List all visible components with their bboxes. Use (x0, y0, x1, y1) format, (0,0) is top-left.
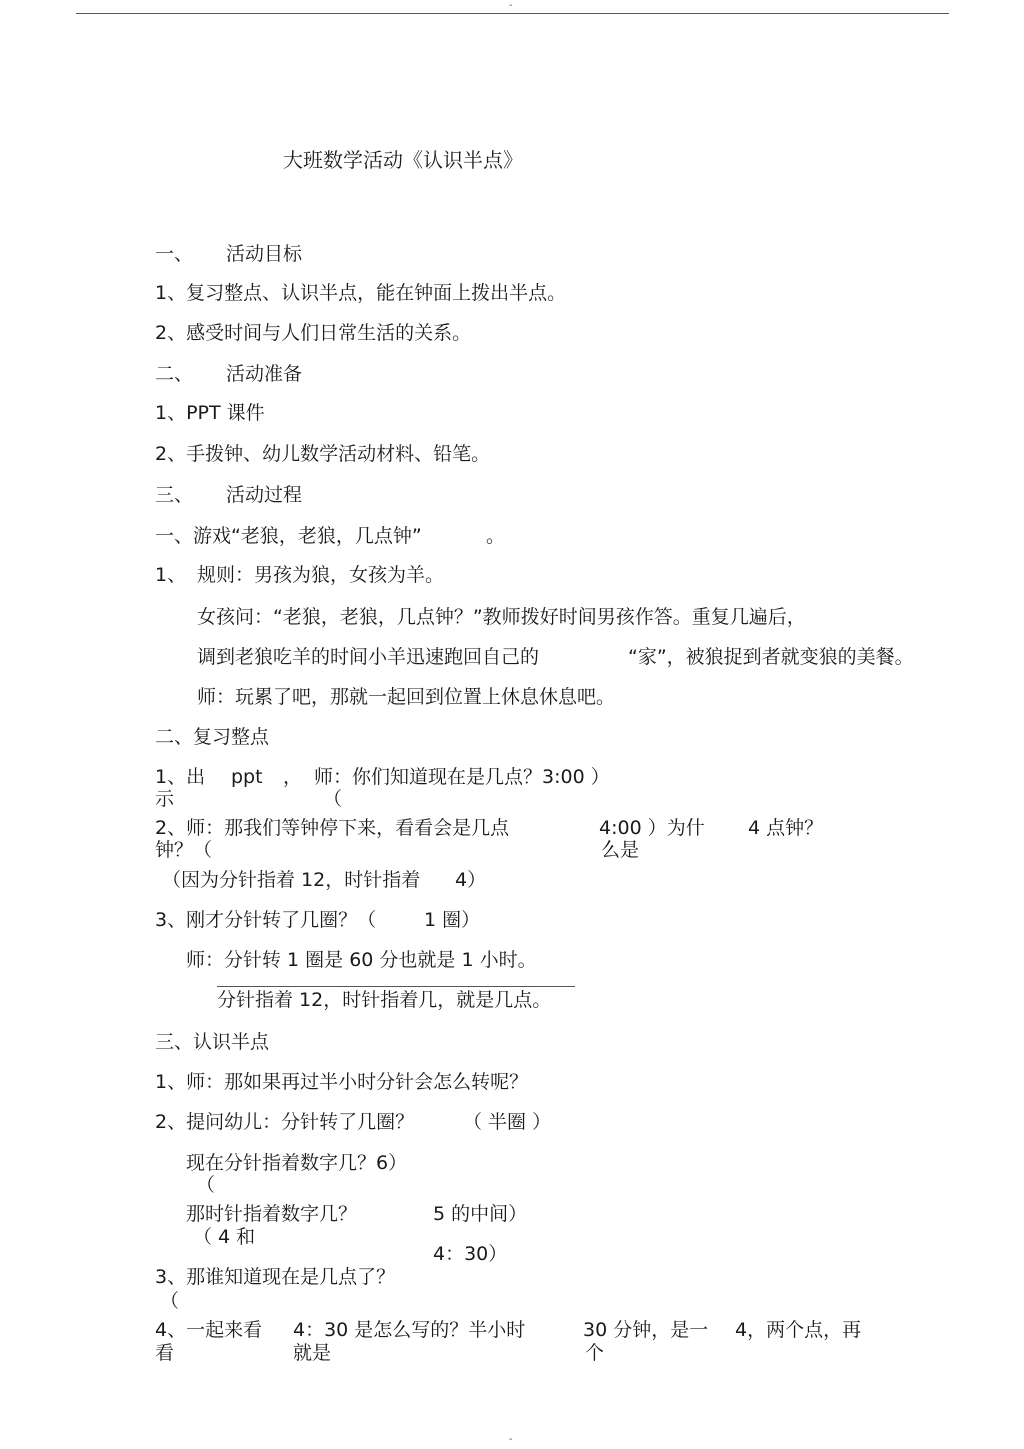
review-line: 钟？（ (155, 839, 213, 861)
goal-item: 2、感受时间与人们日常生活的关系。 (155, 322, 472, 344)
review-line: 4:00 ）为什 (599, 817, 705, 839)
part-heading-half-hour: 三、认识半点 (155, 1031, 270, 1053)
rule-paragraph: 女孩问：“老狼，老狼，几点钟？”教师拨好时间男孩作答。重复几遍后， (197, 606, 806, 628)
header-rule (76, 13, 949, 14)
half-hour-line: 4，两个点，再 (735, 1319, 862, 1341)
section-number: 二、 (155, 363, 194, 385)
review-line: （因为分针指着 12，时针指着 (162, 869, 421, 891)
review-line: 3、刚才分针转了几圈？（ (155, 909, 377, 931)
half-hour-line: 30 分钟，是一 (583, 1319, 709, 1341)
half-hour-line: 2、提问幼儿：分针转了几圈？ (155, 1111, 415, 1133)
half-hour-line: 1、师：那如果再过半小时分针会怎么转呢？ (155, 1071, 529, 1093)
part-heading-punctuation: 。 (486, 525, 506, 547)
section-number: 一、 (155, 243, 194, 265)
review-line: 师：分针转 1 圈是 60 分也就是 1 小时。 (186, 949, 537, 971)
review-line: 2、师：那我们等钟停下来，看看会是几点 (155, 817, 510, 839)
preparation-item: 2、手拨钟、幼儿数学活动材料、铅笔。 (155, 443, 491, 465)
section-number: 三、 (155, 484, 194, 506)
half-hour-line: 就是 (293, 1342, 332, 1364)
rule-paragraph: 调到老狼吃羊的时间小羊迅速跑回自己的 (197, 646, 540, 668)
review-line: ppt (231, 766, 263, 788)
goal-item: 1、复习整点、认识半点，能在钟面上拨出半点。 (155, 282, 567, 304)
rule-paragraph: “家”，被狼捉到者就变狼的美餐。 (628, 646, 914, 668)
preparation-item: 1、PPT 课件 (155, 402, 265, 424)
half-hour-line: （ (196, 1174, 216, 1196)
half-hour-line: 那时针指着数字几？ (186, 1203, 358, 1225)
half-hour-line: 4：30 是怎么写的？半小时 (293, 1319, 526, 1341)
review-line: 1 圈） (424, 909, 481, 931)
review-line: 1、出 (155, 766, 206, 788)
half-hour-line: 4、一起来看 (155, 1319, 263, 1341)
section-heading-goals: 活动目标 (226, 243, 303, 265)
review-line: 分针指着 12，时针指着几，就是几点。 (217, 989, 552, 1011)
rule-paragraph: 师：玩累了吧，那就一起回到位置上休息休息吧。 (197, 686, 616, 708)
review-line: （ (323, 788, 343, 810)
half-hour-line: 4：30） (433, 1243, 508, 1265)
review-line: 4） (455, 869, 487, 891)
part-heading-game: 一、游戏“老狼，老狼，几点钟” (155, 525, 422, 547)
section-heading-preparation: 活动准备 (226, 363, 303, 385)
underline-rule (217, 986, 575, 987)
half-hour-line: 3、那谁知道现在是几点了？ (155, 1266, 396, 1288)
half-hour-line: 现在分针指着数字几？6） (186, 1152, 408, 1174)
footer-mark: - (509, 1434, 513, 1445)
document-title: 大班数学活动《认识半点》 (283, 148, 523, 172)
header-mark: - (509, 0, 513, 11)
half-hour-line: 看 (155, 1342, 175, 1364)
review-line: 4 点钟？ (748, 817, 824, 839)
half-hour-line: 个 (585, 1342, 605, 1364)
review-line: 么是 (601, 839, 640, 861)
rule-text: 规则：男孩为狼，女孩为羊。 (197, 564, 445, 586)
review-line: ， (283, 766, 303, 788)
half-hour-line: 5 的中间） (433, 1203, 528, 1225)
half-hour-line: （ (160, 1290, 180, 1312)
section-heading-process: 活动过程 (226, 484, 303, 506)
review-line: 师：你们知道现在是几点？3:00 ） (314, 766, 610, 788)
half-hour-line: （ 4 和 (193, 1226, 256, 1248)
half-hour-line: （ 半圈 ） (463, 1111, 552, 1133)
rule-number: 1、 (155, 564, 187, 586)
review-line: 示 (155, 788, 175, 810)
part-heading-review: 二、复习整点 (155, 726, 270, 748)
